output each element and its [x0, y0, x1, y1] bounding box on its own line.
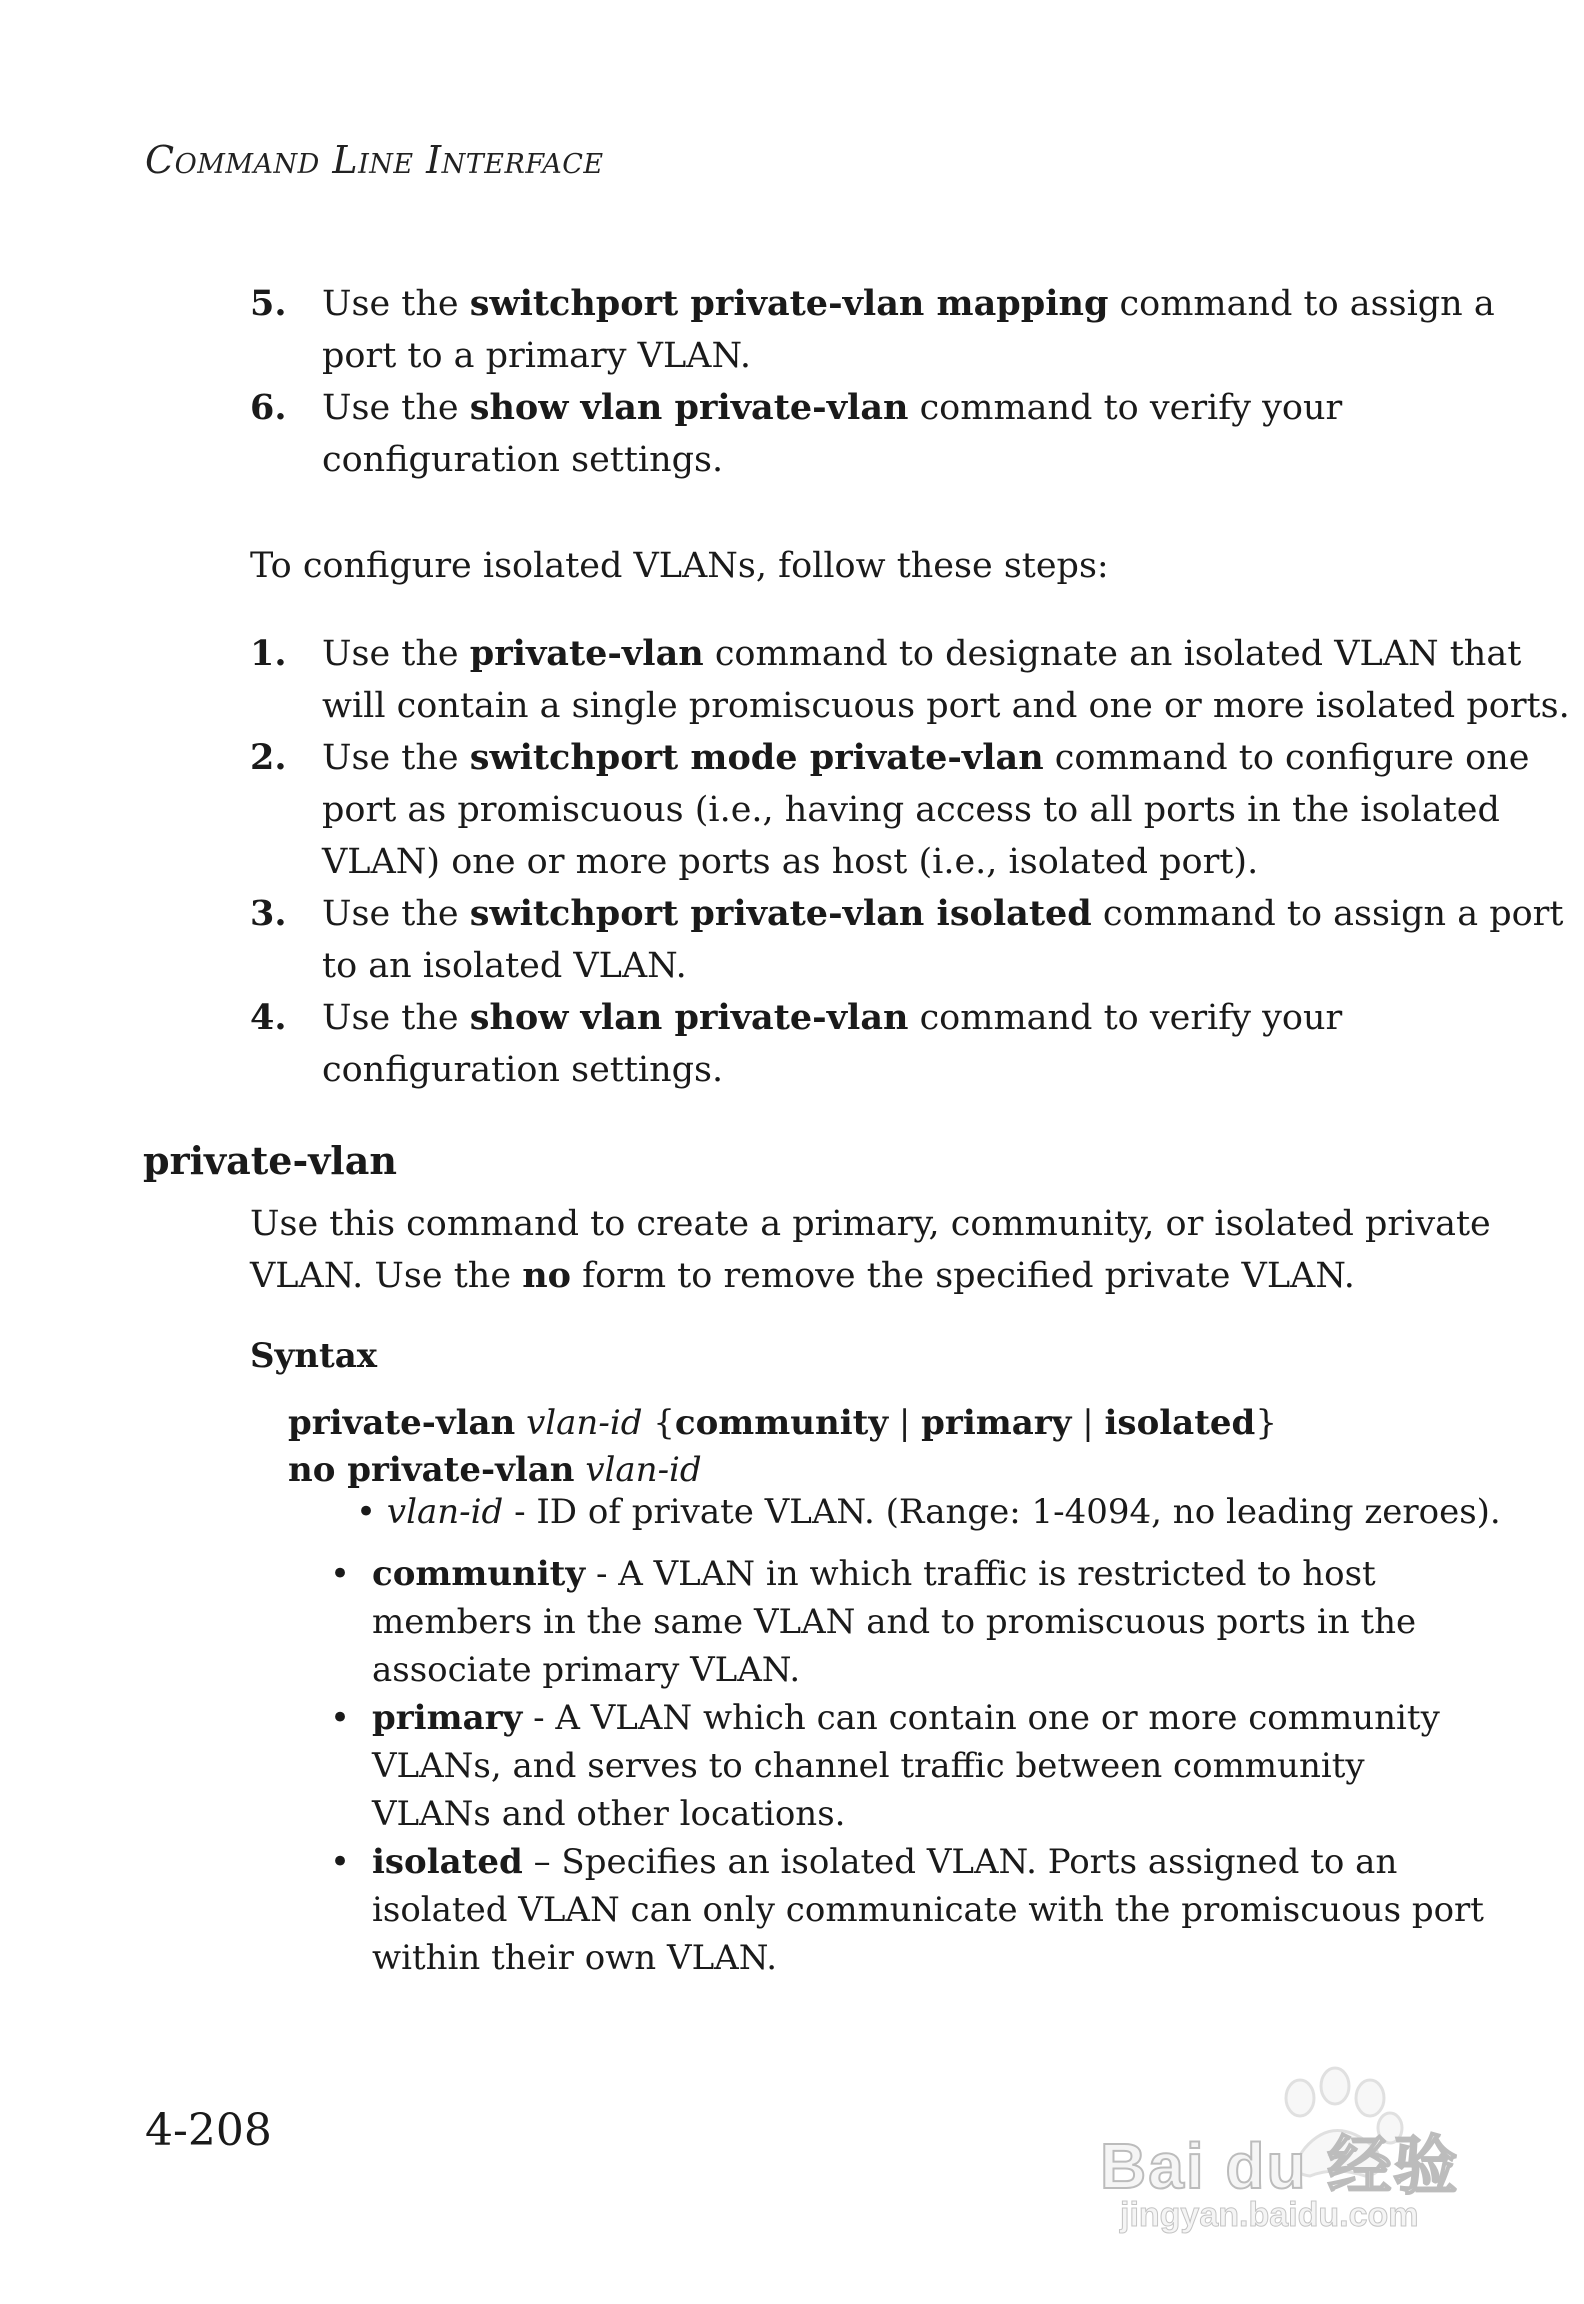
step-number: 3. [250, 893, 287, 934]
step-number: 2. [250, 737, 287, 778]
command-keyword: private-vlan [469, 633, 704, 674]
command-keyword: switchport private-vlan mapping [469, 283, 1109, 324]
step-number: 1. [250, 633, 287, 674]
watermark-url: jingyan.baidu.com [1120, 2196, 1419, 2234]
watermark-brand: Bai du 经验 [1100, 2130, 1460, 2202]
syntax-line-1: private-vlan vlan-id {community | primary | isolated} [288, 1403, 1277, 1443]
page-number: 4-208 [145, 2105, 272, 2156]
syntax-heading: Syntax [250, 1336, 378, 1376]
syntax-line-2: no private-vlan vlan-id [288, 1450, 702, 1490]
document-page: Command Line Interface 5. Use the switchport private-vlan mapping command to assign a port to a primary VLAN. 6. Use the show vlan private-vlan command to verify your configuration settings. To configure isolated VLANs, follow these steps: 1. Use the private-vlan command to designate an isolated VLAN that will contain a single promiscuous port and one or more isolated ports. 2. Use the switchport mode private-vlan command to configure one port as promiscuous (i.e., having access to all ports in the isolated VLAN) one or more ports as host (i.e., isolated port). 3. Use the switchport private-vlan isolated command to assign a port to an isolated VLAN. 4. Use the show vlan private-vlan command to verify your configuration settings. private-vlan Use this command to create a primary, community, or isolated private VLAN. Use the no form to remove the specified private VLAN. Syntax private-vlan vlan-id {community | primary | isolated} no private-vlan vlan-id • vlan-id - ID of private VLAN. (Range: 1-4094, no leading zeroes). • community - A VLAN in which traffic is restricted to host members in the same VLAN and to promiscuous ports in the associate primary VLAN. • primary - A VLAN which can contain one or more community VLANs, and serves to channel traffic between community VLANs and other locations. • isolated – Specifies an isolated VLAN. Ports assigned to an isolated VLAN can only communicate with the promiscuous port within their own VLAN. 4-208 Bai du 经验 jingyan.baidu.com [0, 0, 1584, 2304]
step-number: 5. [250, 283, 287, 324]
command-description: Use this command to create a primary, community, or isolated private VLAN. Use the no form to remove the specified private VLAN. [250, 1204, 1491, 1296]
command-keyword: show vlan private-vlan [469, 997, 909, 1038]
command-title: private-vlan [143, 1138, 397, 1183]
command-keyword: switchport private-vlan isolated [469, 893, 1092, 934]
running-head: Command Line Interface [145, 138, 604, 182]
param-vlan-id: • vlan-id - ID of private VLAN. (Range: 1-4094, no leading zeroes). [356, 1492, 1501, 1532]
command-keyword: switchport mode private-vlan [469, 737, 1044, 778]
step-number: 4. [250, 997, 287, 1038]
intro-paragraph: To configure isolated VLANs, follow these steps: [250, 546, 1109, 586]
step-number: 6. [250, 387, 287, 428]
command-keyword: show vlan private-vlan [469, 387, 909, 428]
